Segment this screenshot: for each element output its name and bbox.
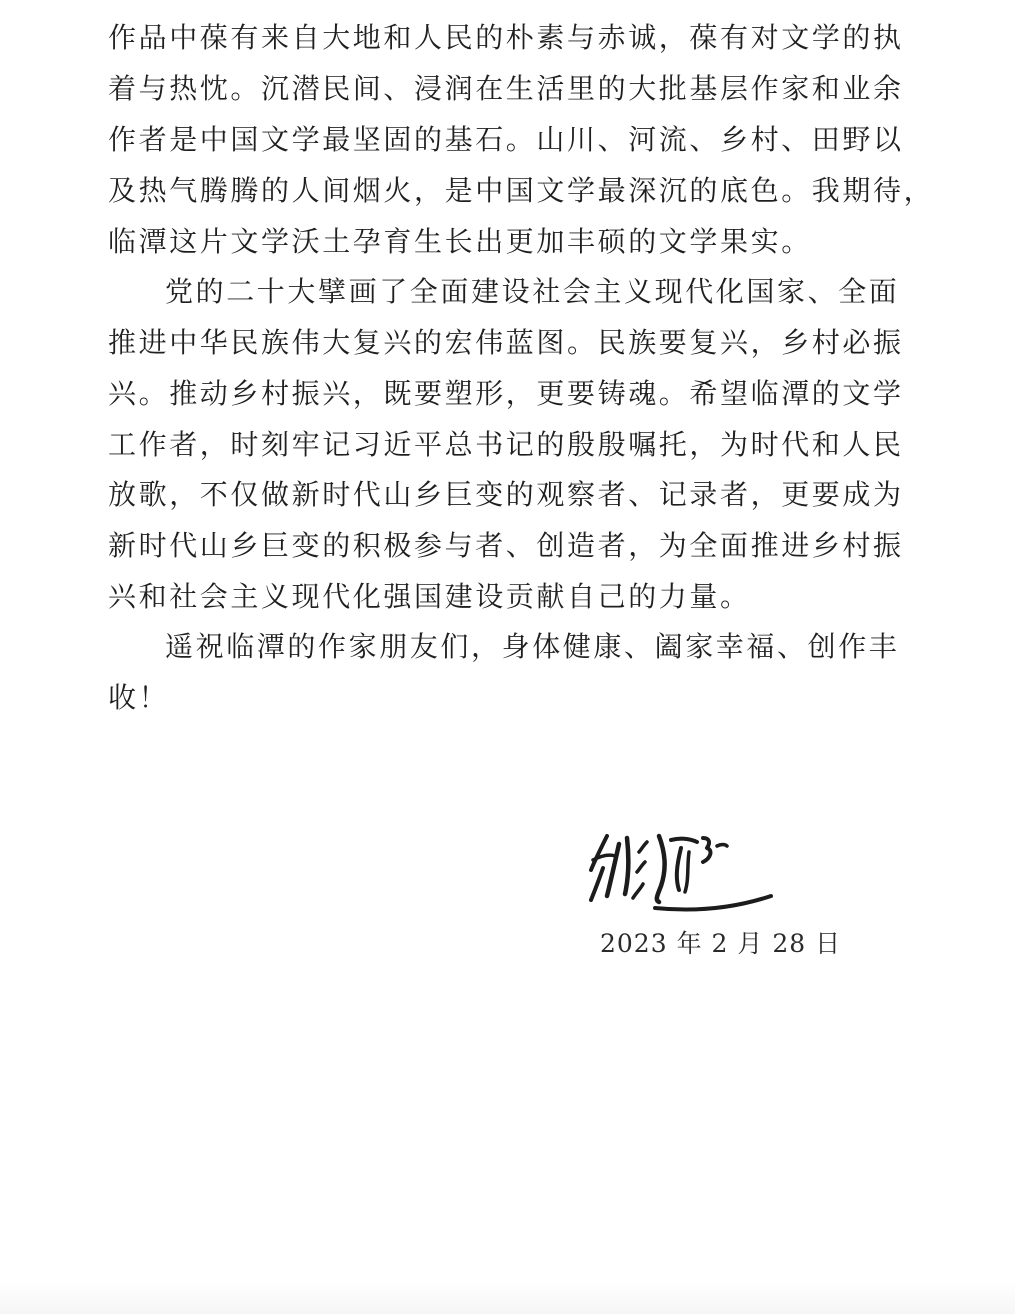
letter-line: 遥祝临潭的作家朋友们，身体健康、阖家幸福、创作丰 [165, 630, 900, 663]
letter-line: 放歌，不仅做新时代山乡巨变的观察者、记录者，更要成为 [108, 478, 904, 511]
letter-line: 临潭这片文学沃土孕育生长出更加丰硕的文学果实。 [108, 225, 812, 258]
letter-line: 党的二十大擘画了全面建设社会主义现代化国家、全面 [165, 275, 900, 308]
letter-line: 及热气腾腾的人间烟火，是中国文学最深沉的底色。我期待， [108, 174, 935, 207]
letter-line: 新时代山乡巨变的积极参与者、创造者，为全面推进乡村振 [108, 529, 904, 562]
letter-line: 工作者，时刻牢记习近平总书记的殷殷嘱托，为时代和人民 [108, 428, 904, 461]
letter-date: 2023 年 2 月 28 日 [600, 929, 842, 958]
letter-line: 兴。推动乡村振兴，既要塑形，更要铸魂。希望临潭的文学 [108, 377, 904, 410]
letter-line: 兴和社会主义现代化强国建设贡献自己的力量。 [108, 580, 751, 613]
letter-line: 作品中葆有来自大地和人民的朴素与赤诚，葆有对文学的执 [108, 21, 904, 54]
letter-line: 着与热忱。沉潜民间、浸润在生活里的大批基层作家和业余 [108, 72, 904, 105]
letter-line: 作者是中国文学最坚固的基石。山川、河流、乡村、田野以 [108, 123, 904, 156]
handwritten-signature [585, 826, 785, 918]
page-bottom-edge [0, 1280, 1015, 1314]
letter-line: 推进中华民族伟大复兴的宏伟蓝图。民族要复兴，乡村必振 [108, 326, 904, 359]
letter-line: 收！ [108, 681, 170, 714]
